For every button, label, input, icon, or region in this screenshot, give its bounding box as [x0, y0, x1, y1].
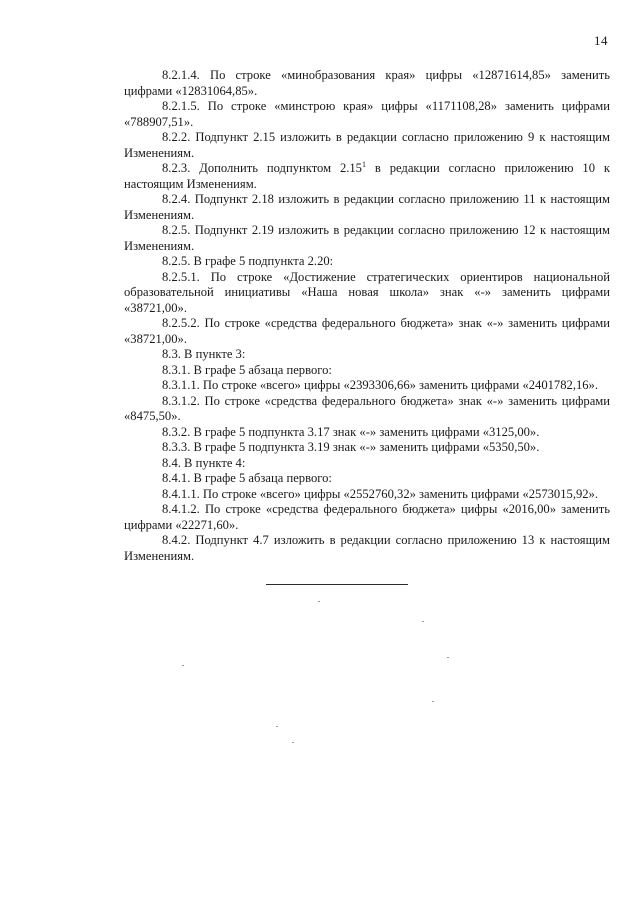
paragraph-8-2-4: 8.2.4. Подпункт 2.18 изложить в редакции согласно приложению 11 к настоящим Изменениям. — [124, 192, 610, 222]
document-body — [124, 68, 610, 564]
paragraph-8-3-3: 8.3.3. В графе 5 подпункта 3.19 знак «-» заменить цифрами «5350,50». — [162, 440, 540, 454]
paragraph-8-2-3-tail: в редакции согласно приложению 10 к настоящим Изменениям. — [124, 161, 610, 191]
paragraph-8-2-3 — [124, 161, 610, 192]
paragraph-8-4: 8.4. В пункте 4: — [162, 455, 246, 470]
paragraph-8-3-2: 8.3.2. В графе 5 подпункта 3.17 знак «-» заменить цифрами «3125,00». — [162, 424, 540, 439]
paragraph-8-2-1-5: 8.2.1.5. По строке «минстрою края» цифры «1171108,28» заменить цифрами «788907,51». — [124, 99, 610, 129]
paragraph-8-3-1: 8.3.1. В графе 5 абзаца первого: — [162, 362, 332, 377]
paragraph-8-4-1-1: 8.4.1.1. По строке «всего» цифры «2552760,32» заменить цифрами «2573015,92». — [162, 486, 599, 501]
scan-speck — [292, 742, 294, 743]
paragraph-8-3: 8.3. В пункте 3: — [162, 347, 246, 361]
paragraph-8-3-1-2: 8.3.1.2. По строке «средства федерального бюджета» знак «-» заменить цифрами «8475,50». — [124, 393, 610, 423]
scan-speck — [182, 665, 184, 666]
scan-speck — [422, 621, 424, 622]
scan-speck — [318, 601, 320, 602]
scan-speck — [447, 657, 449, 658]
paragraph-8-4-1-2: 8.4.1.2. По строке «средства федерального бюджета» цифры «2016,00» заменить цифрами «22271,60». — [124, 502, 610, 532]
page-number: 14 — [594, 33, 608, 48]
paragraph-8-2-5-a: 8.2.5. Подпункт 2.19 изложить в редакции согласно приложению 12 к настоящим Изменениям. — [124, 223, 610, 253]
paragraph-8-2-1-4: 8.2.1.4. По строке «минобразования края» цифры «12871614,85» заменить цифрами «12831064,85». — [124, 68, 610, 98]
paragraph-8-2-5-b: 8.2.5. В графе 5 подпункта 2.20: — [162, 254, 334, 268]
scan-speck — [432, 701, 434, 702]
scan-speck — [276, 726, 278, 727]
paragraph-8-2-3-lead: 8.2.3. Дополнить подпунктом 2.15 — [162, 161, 362, 175]
paragraph-8-4-2: 8.4.2. Подпункт 4.7 изложить в редакции согласно приложению 13 к настоящим Изменениям. — [124, 533, 610, 563]
paragraph-8-2-2: 8.2.2. Подпункт 2.15 изложить в редакции согласно приложению 9 к настоящим Изменениям. — [124, 130, 610, 160]
paragraph-8-2-5-1: 8.2.5.1. По строке «Достижение стратегических ориентиров национальной образовательной инициативы «Наша новая школа» знак «-» заменить цифрами «38721,00». — [124, 269, 610, 315]
paragraph-8-3-1-1: 8.3.1.1. По строке «всего» цифры «2393306,66» заменить цифрами «2401782,16». — [162, 378, 599, 392]
end-of-text-rule — [266, 584, 408, 585]
superscript-index: 1 — [361, 160, 366, 169]
paragraph-8-4-1: 8.4.1. В графе 5 абзаца первого: — [162, 471, 332, 485]
paragraph-8-2-5-2: 8.2.5.2. По строке «средства федерального бюджета» знак «-» заменить цифрами «38721,00». — [124, 316, 610, 346]
